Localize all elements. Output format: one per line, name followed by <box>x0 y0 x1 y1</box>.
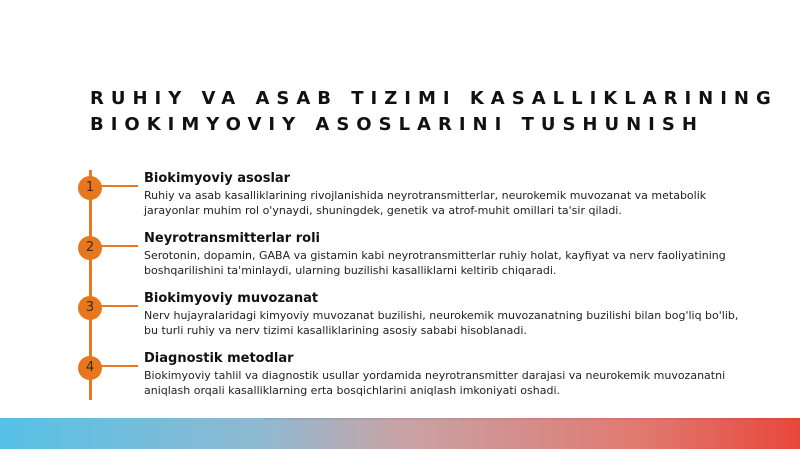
step-description: Biokimyoviy tahlil va diagnostik usullar yordamida neyrotransmitter darajasi va neurokemik muvozanatni aniqlash orqali kasalliklarning erta bosqichlarini aniqlash imkoniyati oshadi. <box>144 369 726 397</box>
timeline-step-1 <box>0 171 800 221</box>
step-heading: Diagnostik metodlar <box>144 351 294 366</box>
step-number-badge: 1 <box>78 176 102 200</box>
timeline-step-3 <box>0 291 800 341</box>
step-heading: Biokimyoviy asoslar <box>144 171 291 186</box>
title-line-2: BIOKIMYOVIY ASOSLARINI TUSHUNISH <box>90 114 704 135</box>
title-line-1: RUHIY VA ASAB TIZIMI KASALLIKLARINING <box>90 88 778 109</box>
step-description: Serotonin, dopamin, GABA va gistamin kabi neyrotransmitterlar ruhiy holat, kayfiyat va nerv faoliyatining boshqarilishini ta'minlaydi, ularning buzilishi kasalliklarni keltirib chiqaradi. <box>144 249 726 277</box>
step-number-badge: 2 <box>78 236 102 260</box>
bar-divider <box>264 418 800 420</box>
step-number-badge: 4 <box>78 356 102 380</box>
timeline-step-2 <box>0 231 800 281</box>
step-description: Ruhiy va asab kasalliklarining rivojlanishida neyrotransmitterlar, neurokemik muvozanat va metabolik jarayonlar muhim rol o'ynaydi, shuningdek, genetik va atrof-muhit omillari ta'sir qiladi. <box>144 189 707 217</box>
decorative-gradient-bar <box>0 418 800 449</box>
page-title <box>90 86 780 138</box>
step-heading: Neyrotransmitterlar roli <box>144 231 320 246</box>
step-heading: Biokimyoviy muvozanat <box>144 291 319 306</box>
step-connector <box>100 365 138 367</box>
step-connector <box>100 185 138 187</box>
step-description: Nerv hujayralaridagi kimyoviy muvozanat buzilishi, neurokemik muvozanatning buzilishi bilan bog'liq bo'lib, bu turli ruhiy va nerv tizimi kasalliklarining asosiy sababi hisoblanadi. <box>144 309 739 337</box>
step-connector <box>100 245 138 247</box>
step-number-badge: 3 <box>78 296 102 320</box>
timeline-step-4 <box>0 351 800 401</box>
step-connector <box>100 305 138 307</box>
